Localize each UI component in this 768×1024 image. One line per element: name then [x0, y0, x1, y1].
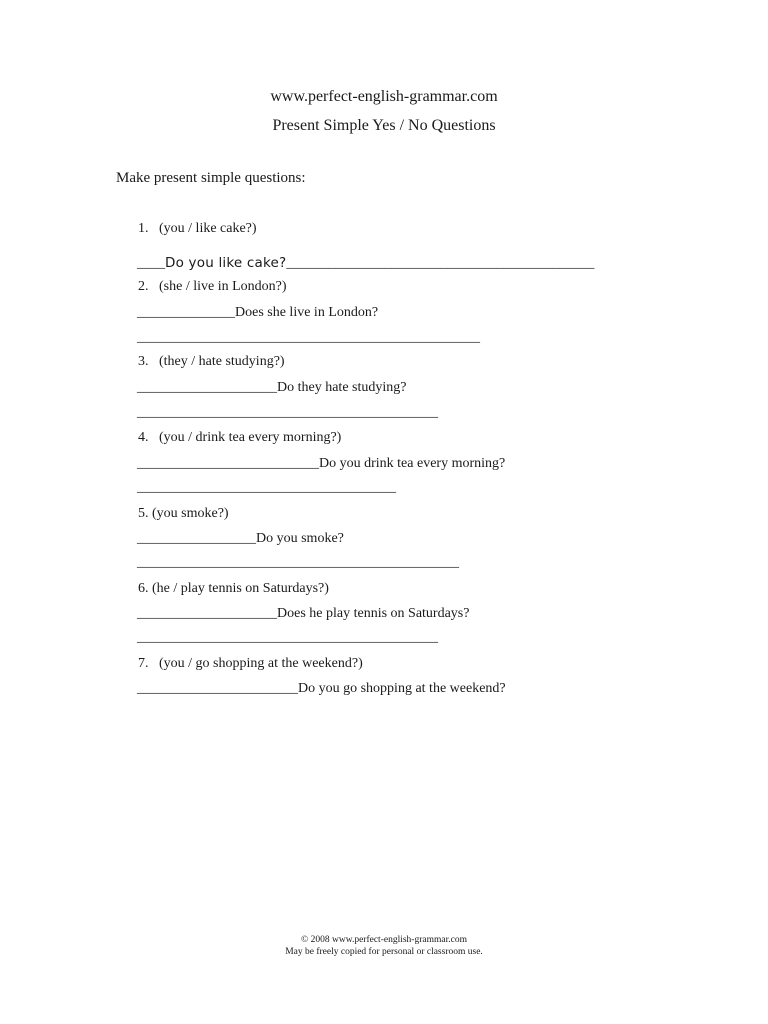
- answer-text: Do they hate studying?: [277, 380, 407, 395]
- question-4-blank-line: _____________________________________: [137, 480, 396, 495]
- answer-blank: _________________: [137, 531, 256, 546]
- question-7-answer-line: [137, 681, 506, 697]
- question-6-prompt: 6. (he / play tennis on Saturdays?): [138, 581, 329, 596]
- handwritten-answer: Do you like cake?: [165, 255, 287, 271]
- question-3-answer-line: [137, 380, 406, 396]
- answer-text: Does she live in London?: [235, 305, 379, 320]
- question-1-prompt: 1. (you / like cake?): [138, 221, 257, 236]
- question-3-prompt: 3. (they / hate studying?): [138, 354, 285, 369]
- question-6-answer-line: [137, 606, 469, 622]
- answer-blank: _______________________: [137, 681, 298, 696]
- question-6-blank-line: ___________________________________________: [137, 630, 438, 645]
- question-5-blank-line: ______________________________________________: [137, 555, 459, 570]
- question-1-answer-line: [137, 255, 594, 272]
- question-5-prompt: 5. (you smoke?): [138, 506, 229, 521]
- question-4-prompt: 4. (you / drink tea every morning?): [138, 430, 342, 445]
- question-4-answer-line: [137, 456, 505, 472]
- answer-blank: ____: [137, 256, 165, 271]
- answer-blank: __________________________: [137, 456, 319, 471]
- answer-blank: ______________: [137, 305, 235, 320]
- worksheet-title: Present Simple Yes / No Questions: [272, 117, 496, 134]
- question-2-blank-line: _________________________________________________: [137, 330, 480, 345]
- answer-blank: ____________________: [137, 606, 277, 621]
- answer-blank: ____________________: [137, 380, 277, 395]
- answer-text: Does he play tennis on Saturdays?: [277, 606, 470, 621]
- answer-text: Do you go shopping at the weekend?: [298, 681, 506, 696]
- question-7-prompt: 7. (you / go shopping at the weekend?): [138, 656, 363, 671]
- footer-copyright: © 2008 www.perfect-english-grammar.com: [301, 935, 467, 945]
- footer-note: May be freely copied for personal or classroom use.: [285, 947, 483, 957]
- question-5-answer-line: [137, 531, 344, 547]
- question-2-answer-line: [137, 305, 378, 321]
- site-url: www.perfect-english-grammar.com: [270, 88, 498, 105]
- instruction-text: Make present simple questions:: [116, 170, 306, 186]
- answer-blank: ____________________________________________: [286, 256, 595, 271]
- answer-text: Do you smoke?: [256, 531, 344, 546]
- question-2-prompt: 2. (she / live in London?): [138, 279, 287, 294]
- answer-text: Do you drink tea every morning?: [319, 456, 506, 471]
- question-3-blank-line: ___________________________________________: [137, 405, 438, 420]
